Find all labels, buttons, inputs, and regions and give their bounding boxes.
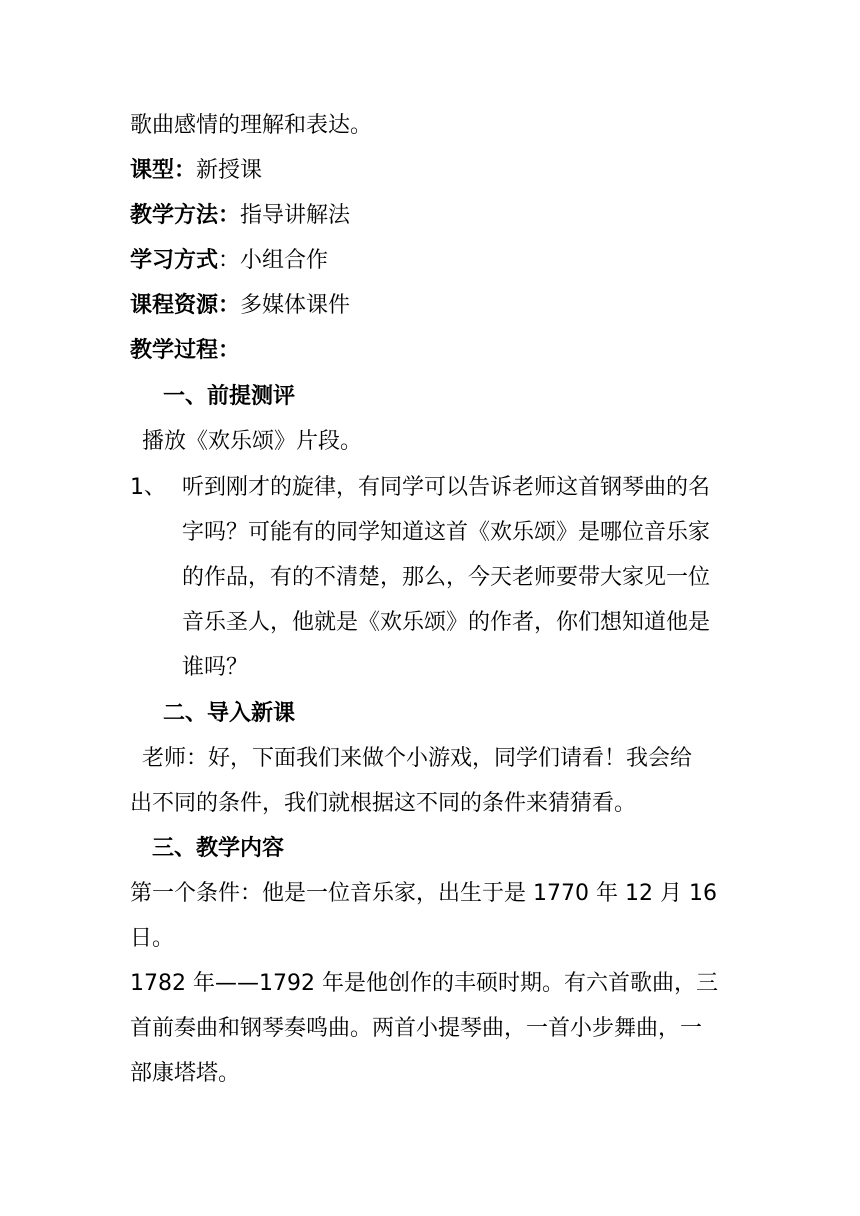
text-line: 歌曲感情的理解和表达。 [130, 113, 373, 138]
study-mode-label: 学习方式 [130, 248, 219, 273]
text-line: 日。 [130, 926, 175, 951]
text-line: 部康塔塔。 [130, 1061, 241, 1086]
text-line: 首前奏曲和钢琴奏鸣曲。两首小提琴曲，一首小步舞曲，一 [130, 1016, 703, 1041]
text-line: 1782 年——1792 年是他创作的丰硕时期。有六首歌曲，三 [130, 971, 718, 996]
study-mode-value: ：小组合作 [218, 248, 329, 273]
list-item-line: 的作品，有的不清楚，那么，今天老师要带大家见一位 [182, 565, 711, 590]
list-item-line: 字吗？可能有的同学知道这首《欢乐颂》是哪位音乐家 [182, 520, 711, 545]
section-heading: 一、前提测评 [163, 384, 296, 409]
section-heading: 二、导入新课 [163, 701, 296, 726]
text-line: 出不同的条件，我们就根据这不同的条件来猜猜看。 [130, 791, 637, 816]
course-resource-label: 课程资源： [130, 293, 241, 318]
teaching-method-label: 教学方法： [130, 203, 241, 228]
list-item-line: 听到刚才的旋律，有同学可以告诉老师这首钢琴曲的名 [182, 475, 711, 500]
teaching-process-heading: 教学过程： [130, 338, 241, 363]
teaching-method-value: 指导讲解法 [240, 203, 351, 228]
study-mode-line [130, 248, 328, 274]
course-resource-value: 多媒体课件 [240, 293, 351, 318]
text-line: 第一个条件：他是一位音乐家，出生于是 1770 年 12 月 16 [130, 881, 717, 906]
text-line: 老师：好，下面我们来做个小游戏，同学们请看！我会给 [142, 746, 693, 771]
list-item-line: 谁吗？ [182, 655, 249, 680]
lesson-type-label: 课型： [130, 158, 197, 183]
list-item-number: 1、 [130, 475, 166, 500]
section-heading: 三、教学内容 [152, 836, 285, 861]
course-resource-line [130, 293, 350, 319]
lesson-type-line [130, 158, 262, 184]
text-line: 播放《欢乐颂》片段。 [142, 429, 363, 454]
teaching-method-line [130, 203, 350, 229]
lesson-type-value: 新授课 [196, 158, 263, 183]
list-item-line: 音乐圣人，他就是《欢乐颂》的作者，你们想知道他是 [182, 610, 711, 635]
